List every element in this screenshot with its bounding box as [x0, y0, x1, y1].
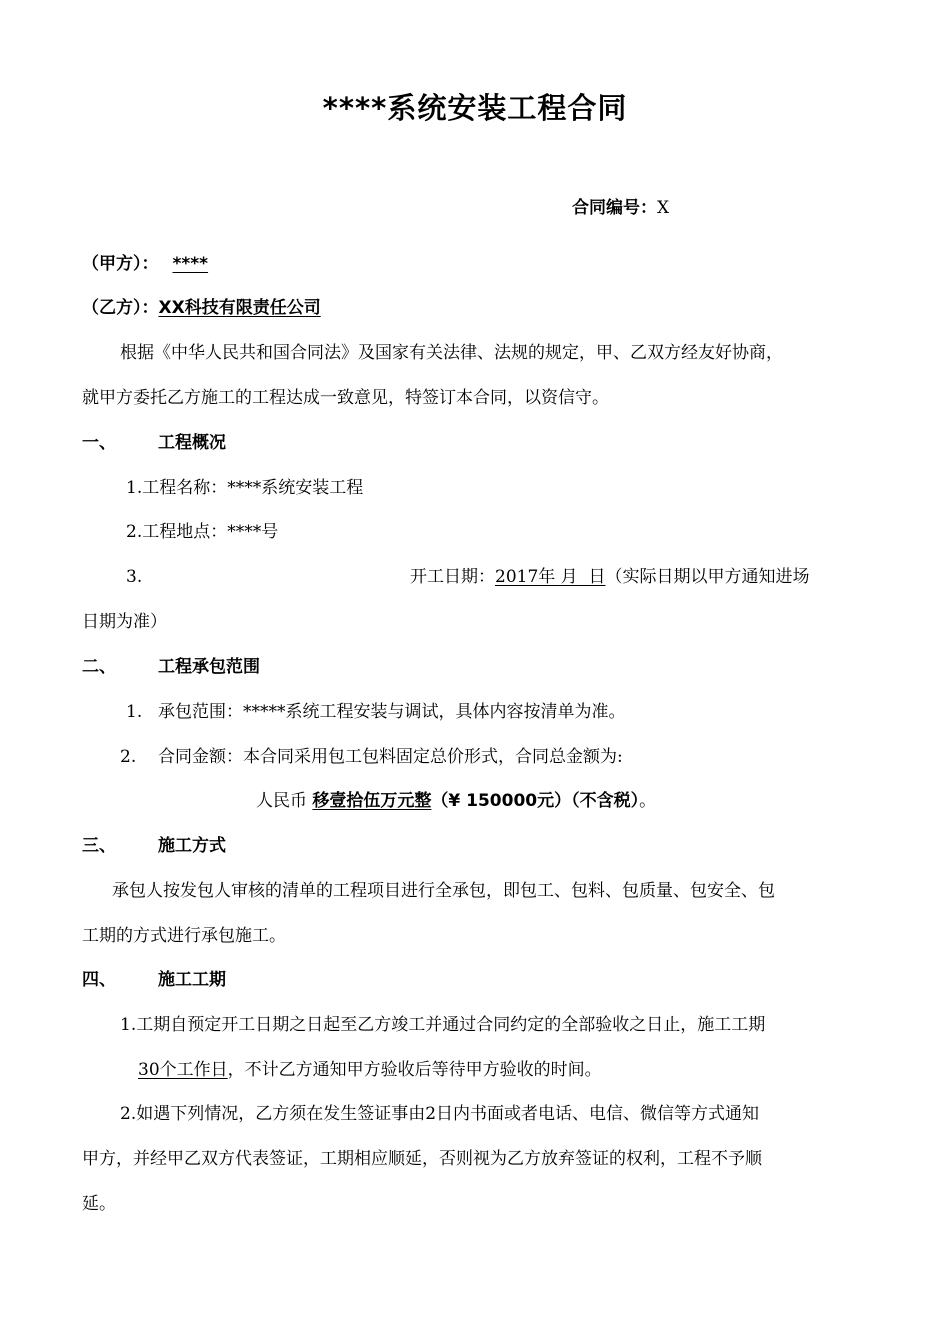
section-4-number: 四、 — [82, 970, 116, 990]
party-a-name: **** — [172, 254, 209, 274]
construction-period-days: 30个工作日 — [138, 1060, 228, 1080]
start-date-value: 2017年 月 日 — [495, 567, 606, 587]
section-4-item-2-line-1: 2.如遇下列情况，乙方须在发生签证事由2日内书面或者电话、电信、微信等方式通知 — [120, 1104, 760, 1124]
section-1-number: 一、 — [82, 433, 116, 453]
section-1-item-3-continued: 日期为准） — [82, 612, 167, 632]
contract-number — [572, 196, 669, 220]
amount-in-words: 移壹拾伍万元整 — [312, 791, 432, 811]
section-4-item-1-line-2 — [138, 1058, 602, 1082]
section-3-title: 施工方式 — [158, 836, 226, 856]
party-b-label: （乙方）： — [82, 298, 159, 318]
section-2-item-2: 合同金额：本合同采用包工包料固定总价形式，合同总金额为: — [158, 747, 623, 767]
preamble-line-1: 根据《中华人民共和国合同法》及国家有关法律、法规的规定，甲、乙双方经友好协商， — [120, 343, 783, 363]
section-2-number: 二、 — [82, 657, 116, 677]
section-4-item-2-line-2: 甲方，并经甲乙双方代表签证，工期相应顺延，否则视为乙方放弃签证的权利，工程不予顺 — [82, 1149, 762, 1169]
amount-prefix: 人民币 — [256, 791, 307, 811]
party-b-name: XX科技有限责任公司 — [158, 298, 321, 318]
amount-in-figures: （¥ 150000元）（不含税） — [431, 791, 640, 811]
start-date-label: 开工日期： — [410, 567, 495, 587]
amount-end: 。 — [639, 791, 657, 811]
section-1-item-3-number: 3. — [126, 567, 143, 587]
party-a — [82, 252, 208, 276]
section-1-item-2: 2.工程地点：****号 — [126, 522, 279, 542]
section-1-title: 工程概况 — [158, 433, 226, 453]
section-2-item-1: 承包范围：*****系统工程安装与调试，具体内容按清单为准。 — [158, 702, 626, 722]
section-1-heading — [82, 431, 116, 455]
section-1-item-1: 1.工程名称：****系统安装工程 — [126, 478, 364, 498]
contract-amount — [256, 789, 656, 813]
section-4-title: 施工工期 — [158, 970, 226, 990]
section-2-title: 工程承包范围 — [158, 657, 260, 677]
document-title: ****系统安装工程合同 — [322, 91, 628, 125]
section-3-line-1: 承包人按发包人审核的清单的工程项目进行全承包，即包工、包料、包质量、包安全、包 — [112, 881, 775, 901]
party-b — [82, 296, 321, 320]
section-4-item-1-line-1: 1.工期自预定开工日期之日起至乙方竣工并通过合同约定的全部验收之日止，施工工期 — [120, 1015, 766, 1035]
section-3-number: 三、 — [82, 836, 116, 856]
contract-number-label: 合同编号： — [572, 198, 657, 218]
section-1-item-3 — [410, 565, 809, 589]
section-3-line-2: 工期的方式进行承包施工。 — [82, 926, 286, 946]
construction-period-note: ，不计乙方通知甲方验收后等待甲方验收的时间。 — [227, 1060, 602, 1080]
section-2-item-2-number: 2. — [120, 747, 137, 767]
start-date-note: （实际日期以甲方通知进场 — [605, 567, 810, 587]
party-a-label: （甲方）： — [82, 254, 159, 274]
contract-number-value: X — [657, 198, 670, 218]
section-2-item-1-number: 1. — [126, 702, 143, 722]
preamble-line-2: 就甲方委托乙方施工的工程达成一致意见，特签订本合同，以资信守。 — [82, 388, 609, 408]
section-4-item-2-line-3: 延。 — [82, 1194, 116, 1214]
